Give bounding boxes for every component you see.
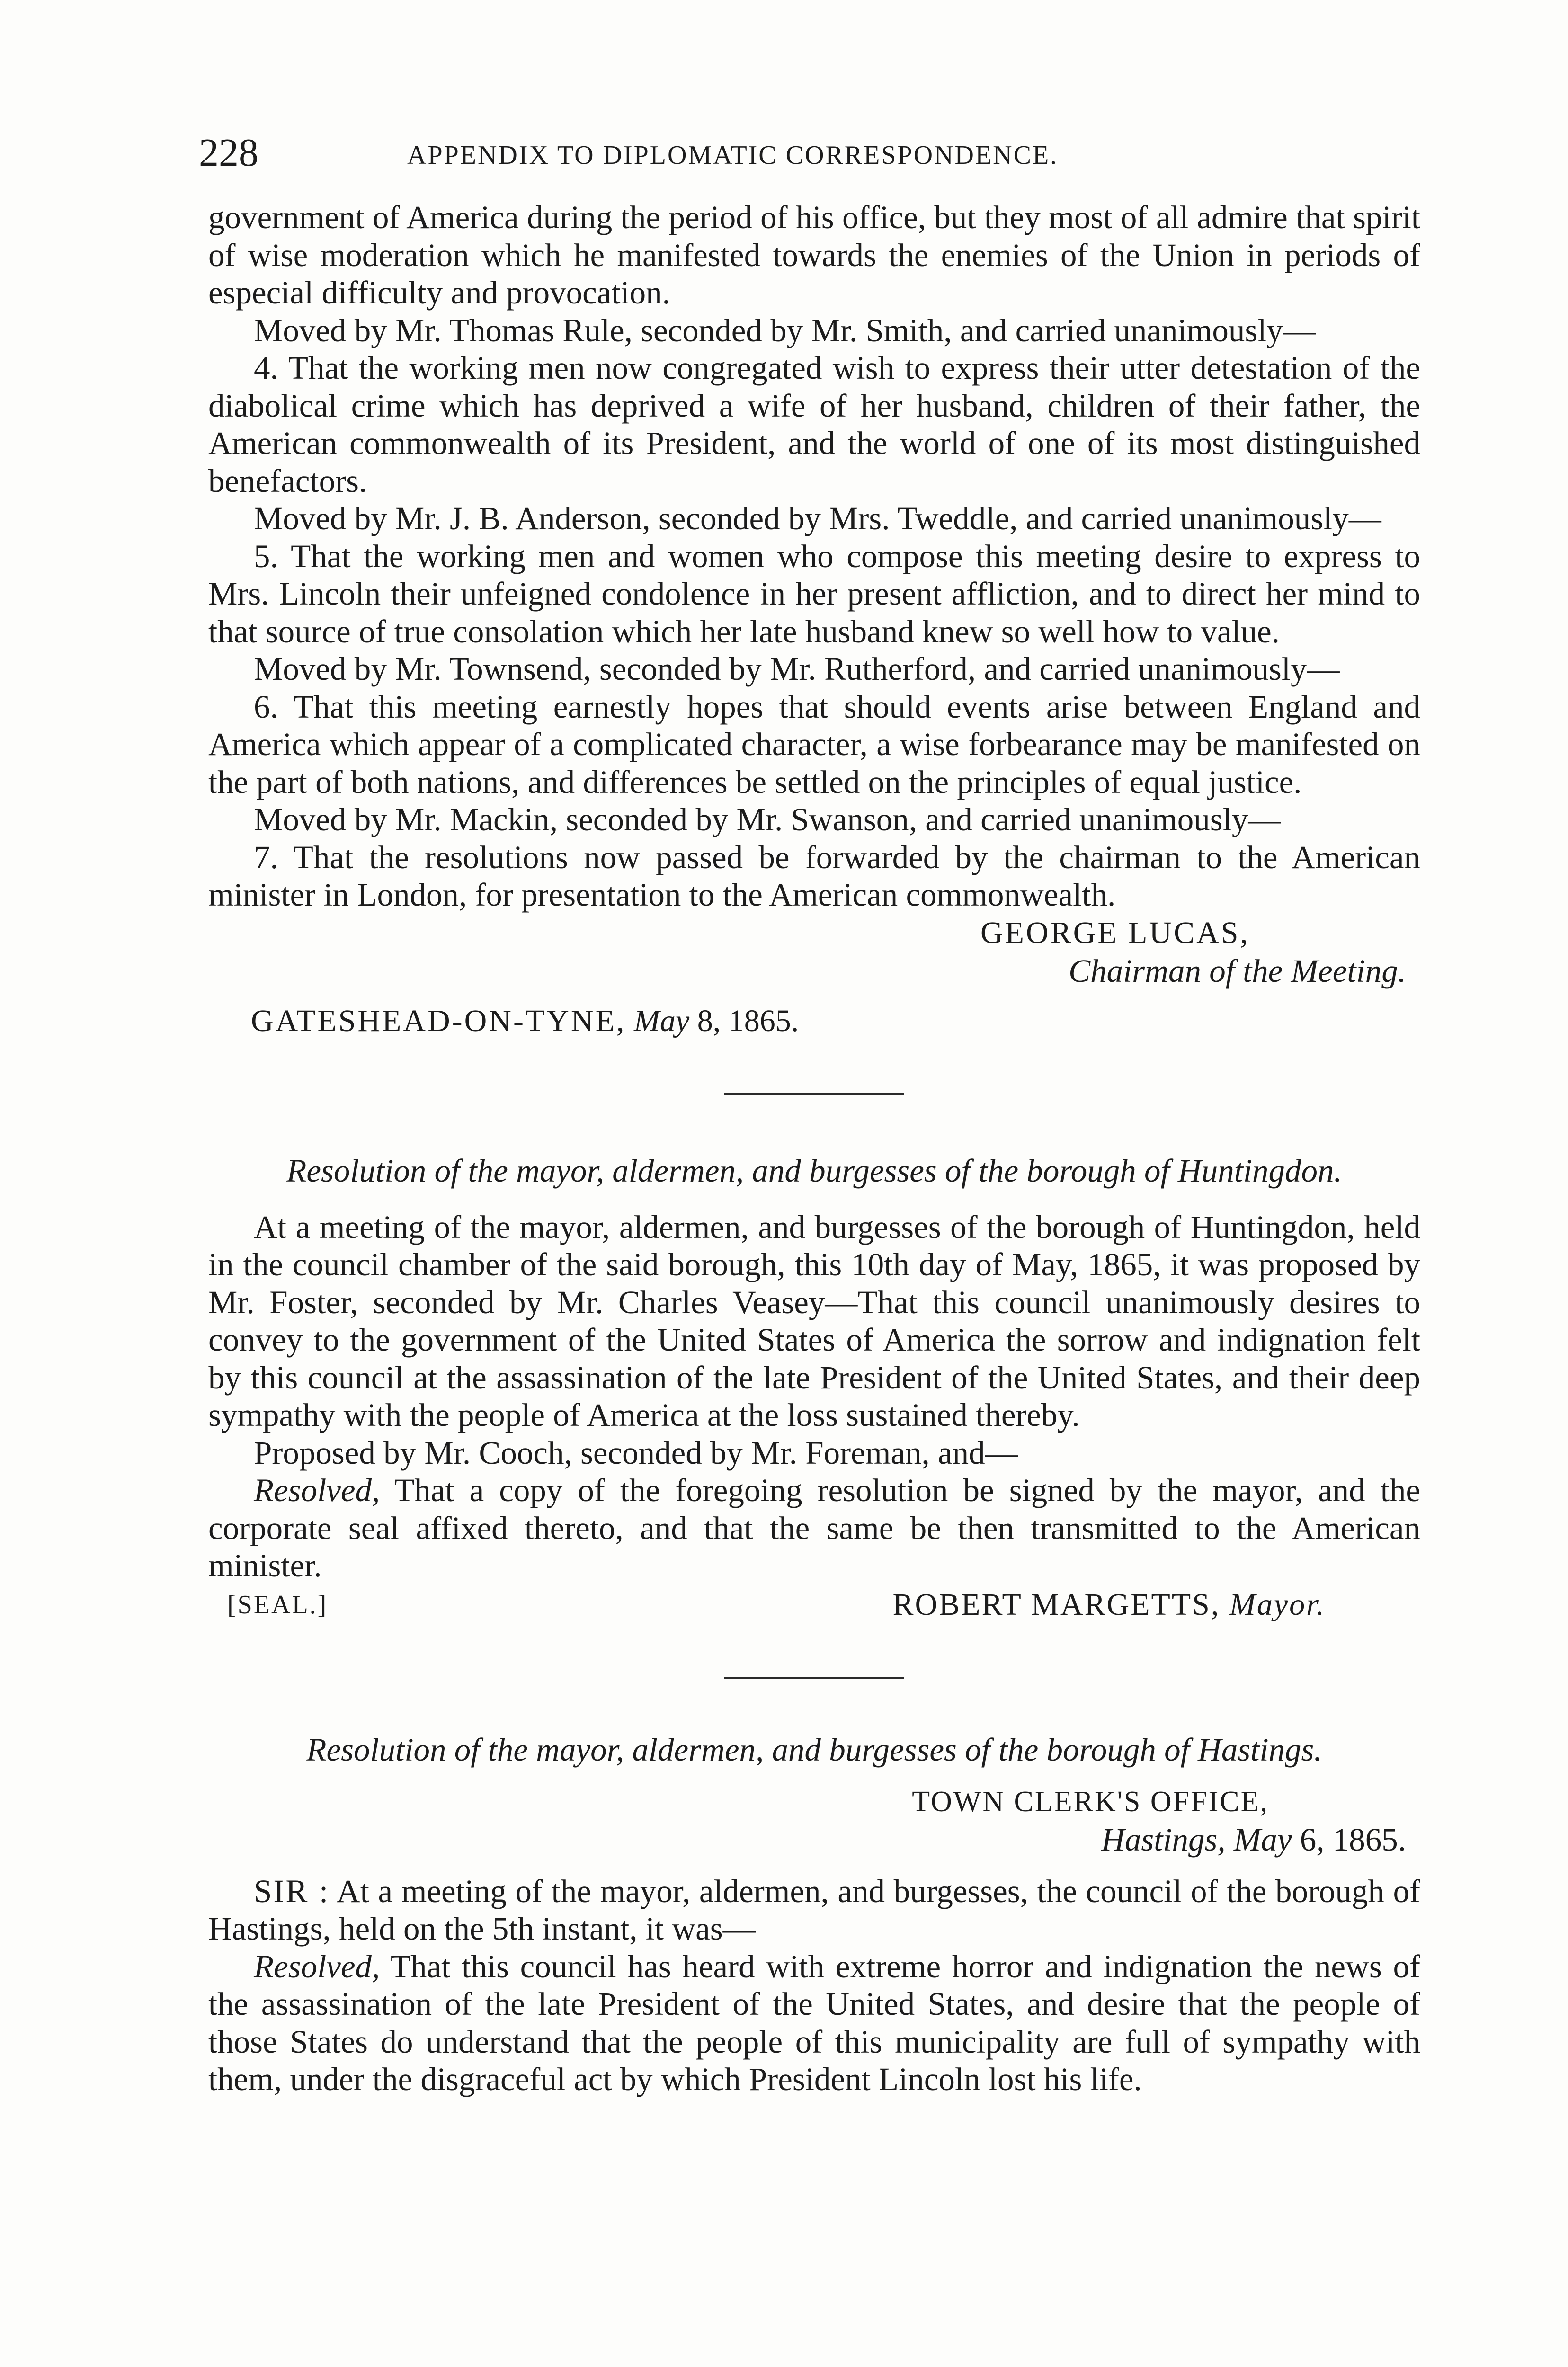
running-head: APPENDIX TO DIPLOMATIC CORRESPONDENCE. [407,141,1059,170]
resolution-5: 5. That the working men and women who compose this meeting desire to express to Mrs. Lincoln their unfeigned condolence in her present affliction, and to direct her mind to that source of true consolation which her late husband knew so well how to value. [208,538,1420,650]
huntingdon-section-title: Resolution of the mayor, aldermen, and burgesses of the borough of Huntingdon. [286,1152,1342,1189]
continuation-paragraph: government of America during the period of his office, but they most of all admire that spirit of wise moderation which he manifested towards the enemies of the Union in periods of especial difficulty and provocation. [208,199,1420,311]
seal-signature-line [208,1585,1420,1625]
date-rest: 8, 1865. [697,1003,799,1038]
office-date-line [208,1821,1420,1859]
mayor-signature [892,1585,1326,1625]
resolution-6: 6. That this meeting earnestly hopes that should events arise between England and America which appear of a complicated character, a wise forbearance may be manifested on the part of both nations, and differences be settled on the principles of equal justice. [208,688,1420,800]
huntingdon-proposed: Proposed by Mr. Cooch, seconded by Mr. Foreman, and— [254,1434,1018,1471]
hastings-section-title: Resolution of the mayor, aldermen, and burgesses of the borough of Hastings. [306,1731,1322,1768]
moved-line-5: Moved by Mr. Townsend, seconded by Mr. Rutherford, and carried unanimously— [254,651,1340,687]
date-month: May [633,1003,690,1038]
resolved-word: Resolved, [254,1948,380,1984]
seal-mark: [SEAL.] [227,1590,328,1620]
hastings-paragraph [208,1873,1420,1948]
moved-line-6: Moved by Mr. Mackin, seconded by Mr. Swanson, and carried unanimously— [254,801,1281,837]
place-date-line [251,1001,1420,1041]
moved-line-3: Moved by Mr. Thomas Rule, seconded by Mr. Smith, and carried unanimously— [254,312,1316,348]
salutation: SIR : [254,1873,330,1909]
office-month: May [1233,1821,1292,1858]
mayor-title: Mayor. [1229,1587,1326,1622]
resolved-text: That a copy of the foregoing resolution be signed by the mayor, and the corporate seal affixed thereto, and that the same be then transmitted to the American minister. [208,1472,1420,1584]
huntingdon-paragraph: At a meeting of the mayor, aldermen, and burgesses of the borough of Huntingdon, held in the council chamber of the said borough, this 10th day of May, 1865, it was proposed by Mr. Foster, seconded by Mr. Charles Veasey—That this council unanimously desires to convey to the government of the United States of America the sorrow and indignation felt by this council at the assassination of the late President of the United States, and their deep sympathy with the people of America at the loss sustained thereby. [208,1209,1420,1433]
huntingdon-resolved [208,1472,1420,1585]
body-text [208,199,1420,2099]
page-number: 228 [199,131,258,175]
hastings-paragraph-text: At a meeting of the mayor, aldermen, and burgesses, the council of the borough of Hastings, held on the 5th instant, it was— [208,1873,1420,1947]
place-name: GATESHEAD-ON-TYNE, [251,1003,626,1038]
resolution-4: 4. That the working men now congregated wish to express their utter detestation of the diabolical crime which has deprived a wife of her husband, children of their father, the American commonwealth of its President, and the world of one of its most distinguished benefactors. [208,350,1420,499]
office-date: 6, 1865. [1300,1821,1406,1858]
resolution-7: 7. That the resolutions now passed be forwarded by the chairman to the American minister in London, for presentation to the American commonwealth. [208,839,1420,913]
hastings-resolved [208,1948,1420,2099]
page-header [199,127,1430,179]
moved-line-4: Moved by Mr. J. B. Anderson, seconded by Mrs. Tweddle, and carried unanimously— [254,500,1381,536]
town-clerk-office: TOWN CLERK'S OFFICE, [912,1785,1269,1818]
mayor-name: ROBERT MARGETTS, [892,1587,1221,1622]
office-place: Hastings, [1101,1821,1226,1858]
resolved-word: Resolved, [254,1472,380,1508]
signature-title: Chairman of the Meeting. [1069,952,1406,989]
resolved-text: That this council has heard with extreme horror and indignation the news of the assassination of the late President of the United States, and desire that the people of those States do understand that the people of this municipality are full of sympathy with them, under the disgraceful act by which President Lincoln lost his life. [208,1948,1420,2097]
signature-name: GEORGE LUCAS, [980,915,1250,950]
